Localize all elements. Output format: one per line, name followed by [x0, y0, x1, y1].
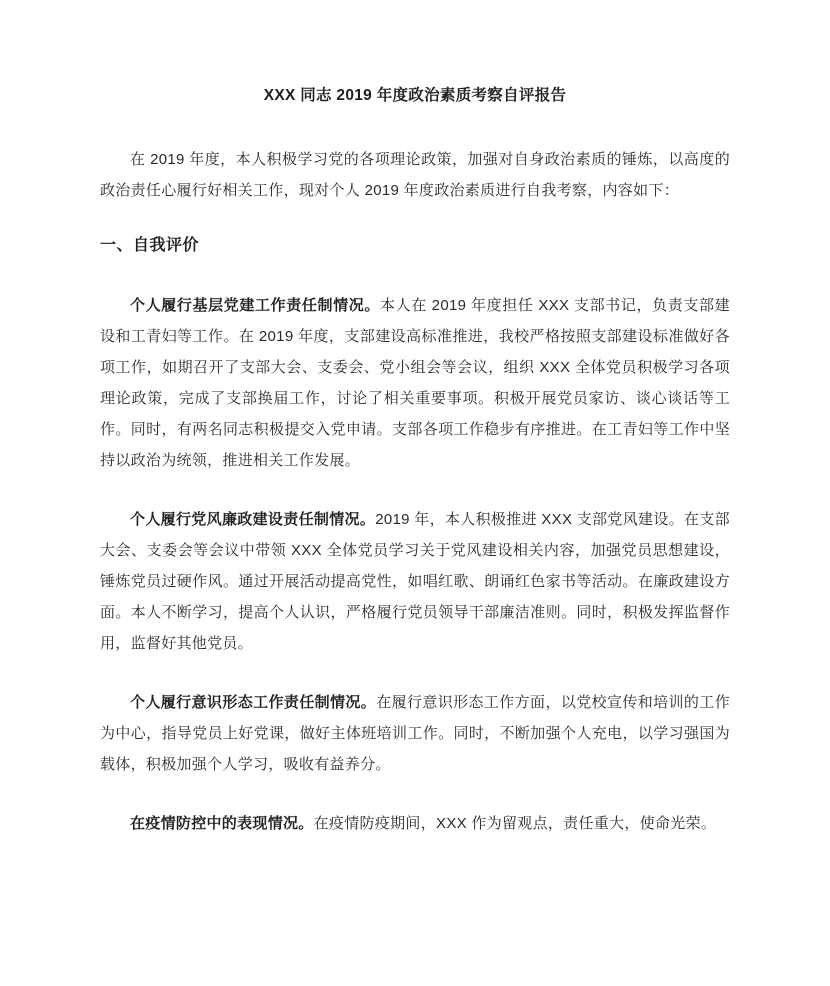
document-title: XXX 同志 2019 年度政治素质考察自评报告 — [263, 87, 567, 104]
paragraph-party-conduct — [100, 504, 730, 659]
paragraph-lead: 个人履行党风廉政建设责任制情况。 — [130, 511, 376, 528]
paragraph-body: 2019 年，本人积极推进 XXX 支部党风建设。在支部大会、支委会等会议中带领 XXX 全体党员学习关于党风建设相关内容，加强党员思想建设，锤炼党员过硬作风。通过开展活动提高党性，如唱红歌、朗诵红色家书等活动。在廉政建设方面。本人不断学习，提高个人认识，严格履行党员领导干部廉洁准则。同时，积极发挥监督作用，监督好其他党员。 — [100, 511, 730, 652]
paragraph-body: 本人在 2019 年度担任 XXX 支部书记，负责支部建设和工青妇等工作。在 2019 年度，支部建设高标准推进，我校严格按照支部建设标准做好各项工作，如期召开了支部大会、支委会、党小组会等会议，组织 XXX 全体党员积极学习各项理论政策，完成了支部换届工作，讨论了相关重要事项。积极开展党员家访、谈心谈话等工作。同时，有两名同志积极提交入党申请。支部各项工作稳步有序推进。在工青妇等工作中坚持以政治为统领，推进相关工作发展。 — [100, 297, 730, 469]
paragraph-ideology-work — [100, 687, 730, 780]
paragraph-body: 在履行意识形态工作方面，以党校宣传和培训的工作为中心，指导党员上好党课，做好主体班培训工作。同时，不断加强个人充电，以学习强国为载体，积极加强个人学习，吸收有益养分。 — [100, 694, 730, 773]
paragraph-body: 在疫情防疫期间，XXX 作为留观点，责任重大，使命光荣。 — [313, 815, 717, 832]
paragraph-lead: 个人履行基层党建工作责任制情况。 — [130, 297, 381, 314]
paragraph-lead: 个人履行意识形态工作责任制情况。 — [130, 694, 377, 711]
intro-paragraph: 在 2019 年度，本人积极学习党的各项理论政策，加强对自身政治素质的锤炼，以高度的政治责任心履行好相关工作，现对个人 2019 年度政治素质进行自我考察，内容如下： — [100, 151, 730, 199]
paragraph-epidemic-prevention — [100, 808, 730, 839]
paragraph-party-building — [100, 290, 730, 476]
section-heading-self-evaluation: 一、自我评价 — [100, 237, 200, 254]
paragraph-lead: 在疫情防控中的表现情况。 — [130, 815, 314, 832]
